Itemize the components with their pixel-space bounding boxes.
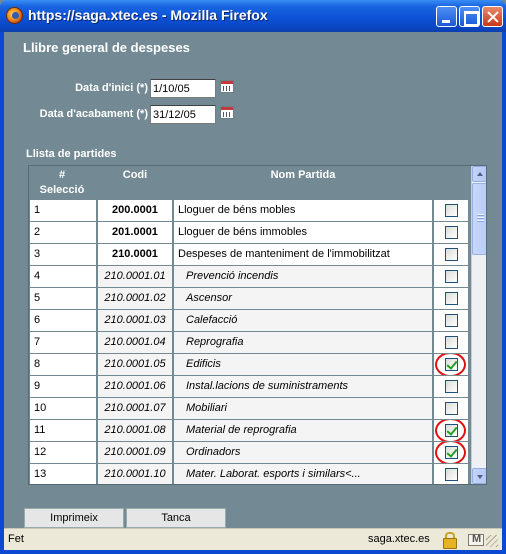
row-name: Calefacció — [174, 310, 432, 331]
row-name: Edificis — [174, 354, 432, 375]
end-date-label: Data d'acabament (*) — [39, 108, 148, 120]
partides-table — [28, 165, 487, 485]
row-name: Material de reprografia — [174, 420, 432, 441]
row-code: 210.0001.01 — [98, 266, 172, 287]
window-titlebar[interactable] — [0, 0, 506, 32]
table-row — [29, 244, 470, 265]
row-name: Prevenció incendis — [174, 266, 432, 287]
table-row — [29, 354, 470, 375]
table-row — [29, 398, 470, 419]
row-code: 210.0001.03 — [98, 310, 172, 331]
table-row — [29, 376, 470, 397]
scroll-up-button[interactable] — [472, 166, 487, 182]
table-row — [29, 332, 470, 353]
row-select-checkbox[interactable] — [445, 204, 458, 217]
row-name: Despeses de manteniment de l'immobilitzat — [174, 244, 432, 265]
row-number: 3 — [30, 244, 96, 265]
close-button[interactable]: Tanca — [126, 508, 226, 528]
row-select-checkbox[interactable] — [445, 314, 458, 327]
row-select-checkbox[interactable] — [445, 358, 458, 371]
table-row — [29, 200, 470, 221]
scroll-thumb[interactable] — [472, 183, 487, 255]
start-date-input[interactable] — [150, 79, 216, 98]
row-select-checkbox[interactable] — [445, 226, 458, 239]
header-select: Selecció — [39, 184, 85, 196]
row-select-checkbox[interactable] — [445, 446, 458, 459]
row-number: 5 — [30, 288, 96, 309]
row-number: 9 — [30, 376, 96, 397]
row-select-cell — [434, 442, 468, 463]
row-code: 210.0001.06 — [98, 376, 172, 397]
table-row — [29, 222, 470, 243]
row-number: 2 — [30, 222, 96, 243]
status-bar — [4, 528, 502, 550]
header-name: Nom Partida — [270, 169, 336, 181]
row-select-cell — [434, 200, 468, 221]
row-name: Ascensor — [174, 288, 432, 309]
row-name: Lloguer de béns immobles — [174, 222, 432, 243]
row-name: Mater. Laborat. esports i similars<... — [174, 464, 432, 485]
row-number: 7 — [30, 332, 96, 353]
status-text: Fet — [8, 533, 24, 545]
row-code: 210.0001 — [98, 244, 172, 265]
row-number: 11 — [30, 420, 96, 441]
row-select-checkbox[interactable] — [445, 270, 458, 283]
row-select-checkbox[interactable] — [445, 380, 458, 393]
firefox-icon — [6, 7, 23, 24]
row-select-cell — [434, 266, 468, 287]
row-select-cell — [434, 310, 468, 331]
row-number: 8 — [30, 354, 96, 375]
window-title: https://saga.xtec.es - Mozilla Firefox — [28, 7, 268, 23]
status-domain: saga.xtec.es — [368, 533, 430, 545]
row-select-checkbox[interactable] — [445, 424, 458, 437]
header-num-select — [29, 168, 95, 198]
row-code: 200.0001 — [98, 200, 172, 221]
row-code: 210.0001.04 — [98, 332, 172, 353]
resize-grip-icon[interactable] — [486, 535, 498, 547]
row-select-checkbox[interactable] — [445, 336, 458, 349]
row-select-cell — [434, 464, 468, 485]
row-code: 210.0001.08 — [98, 420, 172, 441]
end-calendar-icon[interactable] — [220, 106, 234, 119]
close-window-button[interactable] — [482, 6, 503, 27]
row-number: 10 — [30, 398, 96, 419]
row-select-cell — [434, 398, 468, 419]
header-num: # — [58, 169, 66, 181]
row-select-cell — [434, 376, 468, 397]
row-select-cell — [434, 420, 468, 441]
table-row — [29, 420, 470, 441]
row-number: 1 — [30, 200, 96, 221]
row-number: 6 — [30, 310, 96, 331]
lock-icon[interactable] — [442, 532, 456, 547]
end-date-input[interactable] — [150, 105, 216, 124]
row-code: 210.0001.02 — [98, 288, 172, 309]
row-name: Mobiliari — [174, 398, 432, 419]
maximize-button[interactable] — [459, 6, 480, 27]
minimize-button[interactable] — [436, 6, 457, 27]
row-select-checkbox[interactable] — [445, 248, 458, 261]
row-select-cell — [434, 288, 468, 309]
row-select-checkbox[interactable] — [445, 292, 458, 305]
print-button[interactable]: Imprimeix — [24, 508, 124, 528]
row-code: 210.0001.05 — [98, 354, 172, 375]
table-row — [29, 442, 470, 463]
start-date-label: Data d'inici (*) — [75, 82, 148, 94]
list-label: Llista de partides — [26, 148, 117, 160]
table-row — [29, 464, 470, 485]
row-name: Lloguer de béns mobles — [174, 200, 432, 221]
row-select-cell — [434, 354, 468, 375]
table-scrollbar[interactable] — [471, 166, 487, 484]
row-code: 210.0001.10 — [98, 464, 172, 485]
row-name: Instal.lacions de suministraments — [174, 376, 432, 397]
table-header — [29, 166, 470, 200]
start-calendar-icon[interactable] — [220, 80, 234, 93]
page-content — [4, 32, 502, 528]
scroll-down-button[interactable] — [472, 468, 487, 484]
row-code: 210.0001.09 — [98, 442, 172, 463]
row-select-cell — [434, 332, 468, 353]
row-select-checkbox[interactable] — [445, 402, 458, 415]
row-number: 4 — [30, 266, 96, 287]
row-select-cell — [434, 222, 468, 243]
table-row — [29, 288, 470, 309]
row-select-cell — [434, 244, 468, 265]
table-row — [29, 310, 470, 331]
table-row — [29, 266, 470, 287]
row-code: 210.0001.07 — [98, 398, 172, 419]
row-number: 12 — [30, 442, 96, 463]
row-select-checkbox[interactable] — [445, 468, 458, 481]
row-name: Ordinadors — [174, 442, 432, 463]
row-code: 201.0001 — [98, 222, 172, 243]
header-code: Codi — [122, 169, 148, 181]
row-name: Reprografia — [174, 332, 432, 353]
page-title: Llibre general de despeses — [23, 40, 190, 55]
mail-icon[interactable] — [468, 534, 484, 546]
row-number: 13 — [30, 464, 96, 485]
